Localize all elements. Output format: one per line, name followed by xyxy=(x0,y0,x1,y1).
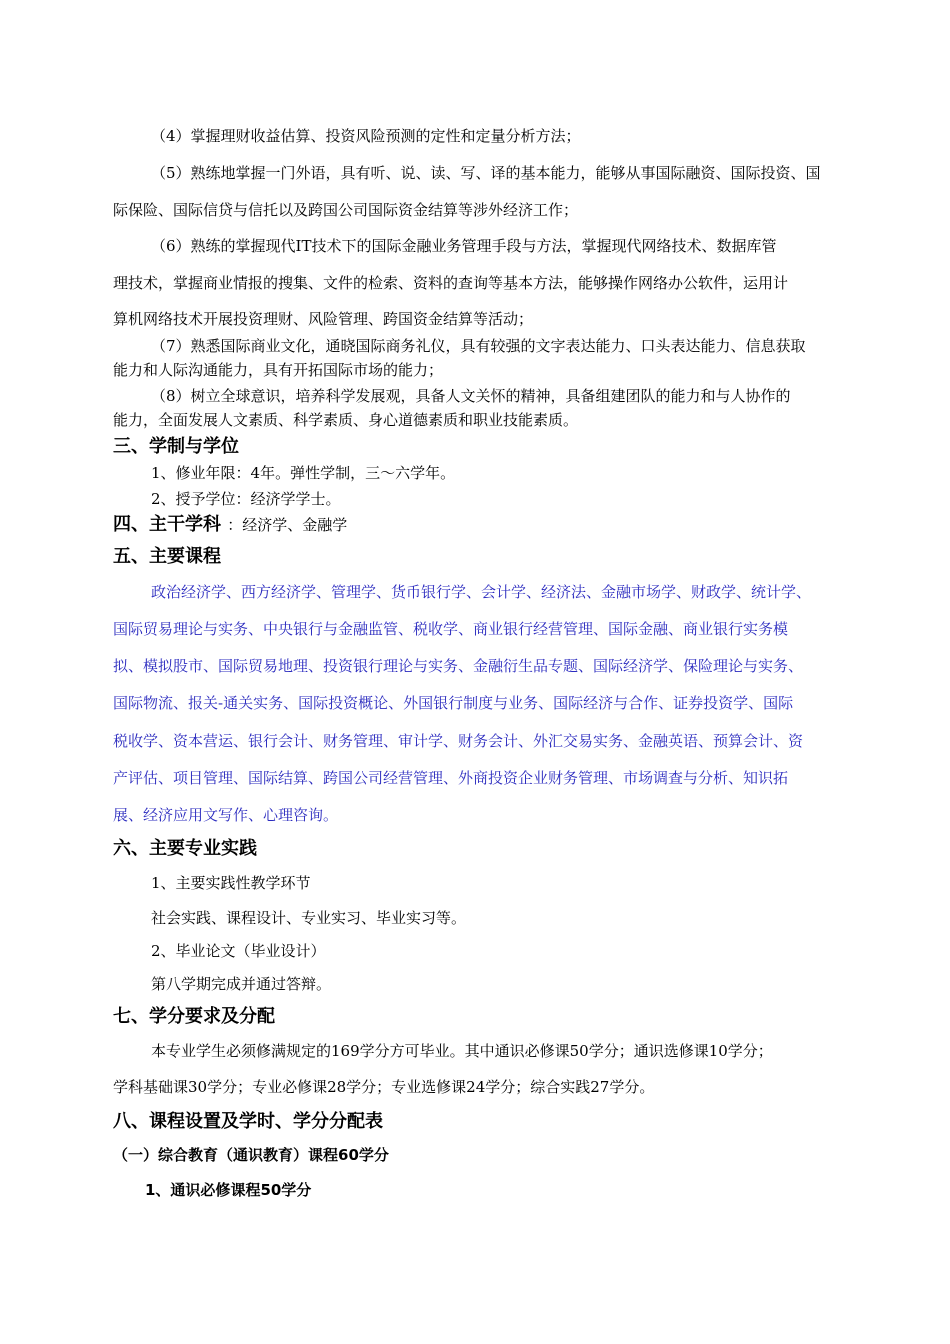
section-3-item-2: 2、授予学位：经济学学士。 xyxy=(151,490,341,508)
objective-6-line1: （6）熟练的掌握现代IT技术下的国际金融业务管理手段与方法，掌握现代网络技术、数据库管 xyxy=(151,237,777,255)
section-6-heading: 六、主要专业实践 xyxy=(113,838,257,859)
objective-6-line2: 理技术，掌握商业情报的搜集、文件的检索、资料的查询等基本方法，能够操作网络办公软件，运用计 xyxy=(113,274,789,292)
section-4-content: ：经济学、金融学 xyxy=(227,516,348,534)
section-4-title: 四、主干学科 xyxy=(113,514,228,535)
objective-7-line1: （7）熟悉国际商业文化，通晓国际商务礼仪，具有较强的文字表达能力、口头表达能力、信息获取 xyxy=(151,337,806,355)
objective-6-line3: 算机网络技术开展投资理财、风险管理、跨国资金结算等活动； xyxy=(113,310,534,328)
course-line-7: 展、经济应用文写作、心理咨询。 xyxy=(113,806,339,824)
section-7-para-line1: 本专业学生必须修满规定的169学分方可毕业。其中通识必修课50学分；通识选修课10学分； xyxy=(151,1042,773,1060)
course-line-4: 国际物流、报关-通关实务、国际投资概论、外国银行制度与业务、国际经济与合作、证券投资学、国际 xyxy=(113,694,794,712)
objective-4: （4）掌握理财收益估算、投资风险预测的定性和定量分析方法； xyxy=(151,127,581,145)
section-8-subheading-1: （一）综合教育（通识教育）课程60学分 xyxy=(113,1146,389,1164)
objective-8-line2: 能力，全面发展人文素质、科学素质、身心道德素质和职业技能素质。 xyxy=(113,411,579,429)
course-line-5: 税收学、资本营运、银行会计、财务管理、审计学、财务会计、外汇交易实务、金融英语、预算会计、资 xyxy=(113,732,804,750)
objective-5-line1: （5）熟练地掌握一门外语，具有听、说、读、写、译的基本能力，能够从事国际融资、国际投资、国 xyxy=(151,164,821,182)
objective-5-line2: 际保险、国际信贷与信托以及跨国公司国际资金结算等涉外经济工作； xyxy=(113,201,579,219)
section-6-item-1-detail: 社会实践、课程设计、专业实习、毕业实习等。 xyxy=(151,909,467,927)
course-line-3: 拟、模拟股市、国际贸易地理、投资银行理论与实务、金融衍生品专题、国际经济学、保险理论与实务、 xyxy=(113,657,804,675)
section-3-heading: 三、学制与学位 xyxy=(113,436,239,457)
course-line-6: 产评估、项目管理、国际结算、跨国公司经营管理、外商投资企业财务管理、市场调查与分析、知识拓 xyxy=(113,769,789,787)
section-8-heading: 八、课程设置及学时、学分分配表 xyxy=(113,1111,383,1132)
section-3-item-1: 1、修业年限：4年。弹性学制，三～六学年。 xyxy=(151,464,456,482)
section-7-heading: 七、学分要求及分配 xyxy=(113,1006,275,1027)
course-line-1: 政治经济学、西方经济学、管理学、货币银行学、会计学、经济法、金融市场学、财政学、统计学、 xyxy=(151,583,812,601)
section-5-heading: 五、主要课程 xyxy=(113,546,221,567)
section-8-subheading-2: 1、通识必修课程50学分 xyxy=(145,1181,312,1199)
course-line-2: 国际贸易理论与实务、中央银行与金融监管、税收学、商业银行经营管理、国际金融、商业银行实务模 xyxy=(113,620,789,638)
section-6-item-1: 1、主要实践性教学环节 xyxy=(151,874,311,892)
objective-8-line1: （8）树立全球意识，培养科学发展观，具备人文关怀的精神，具备组建团队的能力和与人协作的 xyxy=(151,387,791,405)
section-4-heading xyxy=(113,510,840,540)
objective-7-line2: 能力和人际沟通能力，具有开拓国际市场的能力； xyxy=(113,361,444,379)
section-6-item-2-detail: 第八学期完成并通过答辩。 xyxy=(151,975,332,993)
section-6-item-2: 2、毕业论文（毕业设计） xyxy=(151,942,326,960)
section-7-para-line2: 学科基础课30学分；专业必修课28学分；专业选修课24学分；综合实践27学分。 xyxy=(113,1078,655,1096)
